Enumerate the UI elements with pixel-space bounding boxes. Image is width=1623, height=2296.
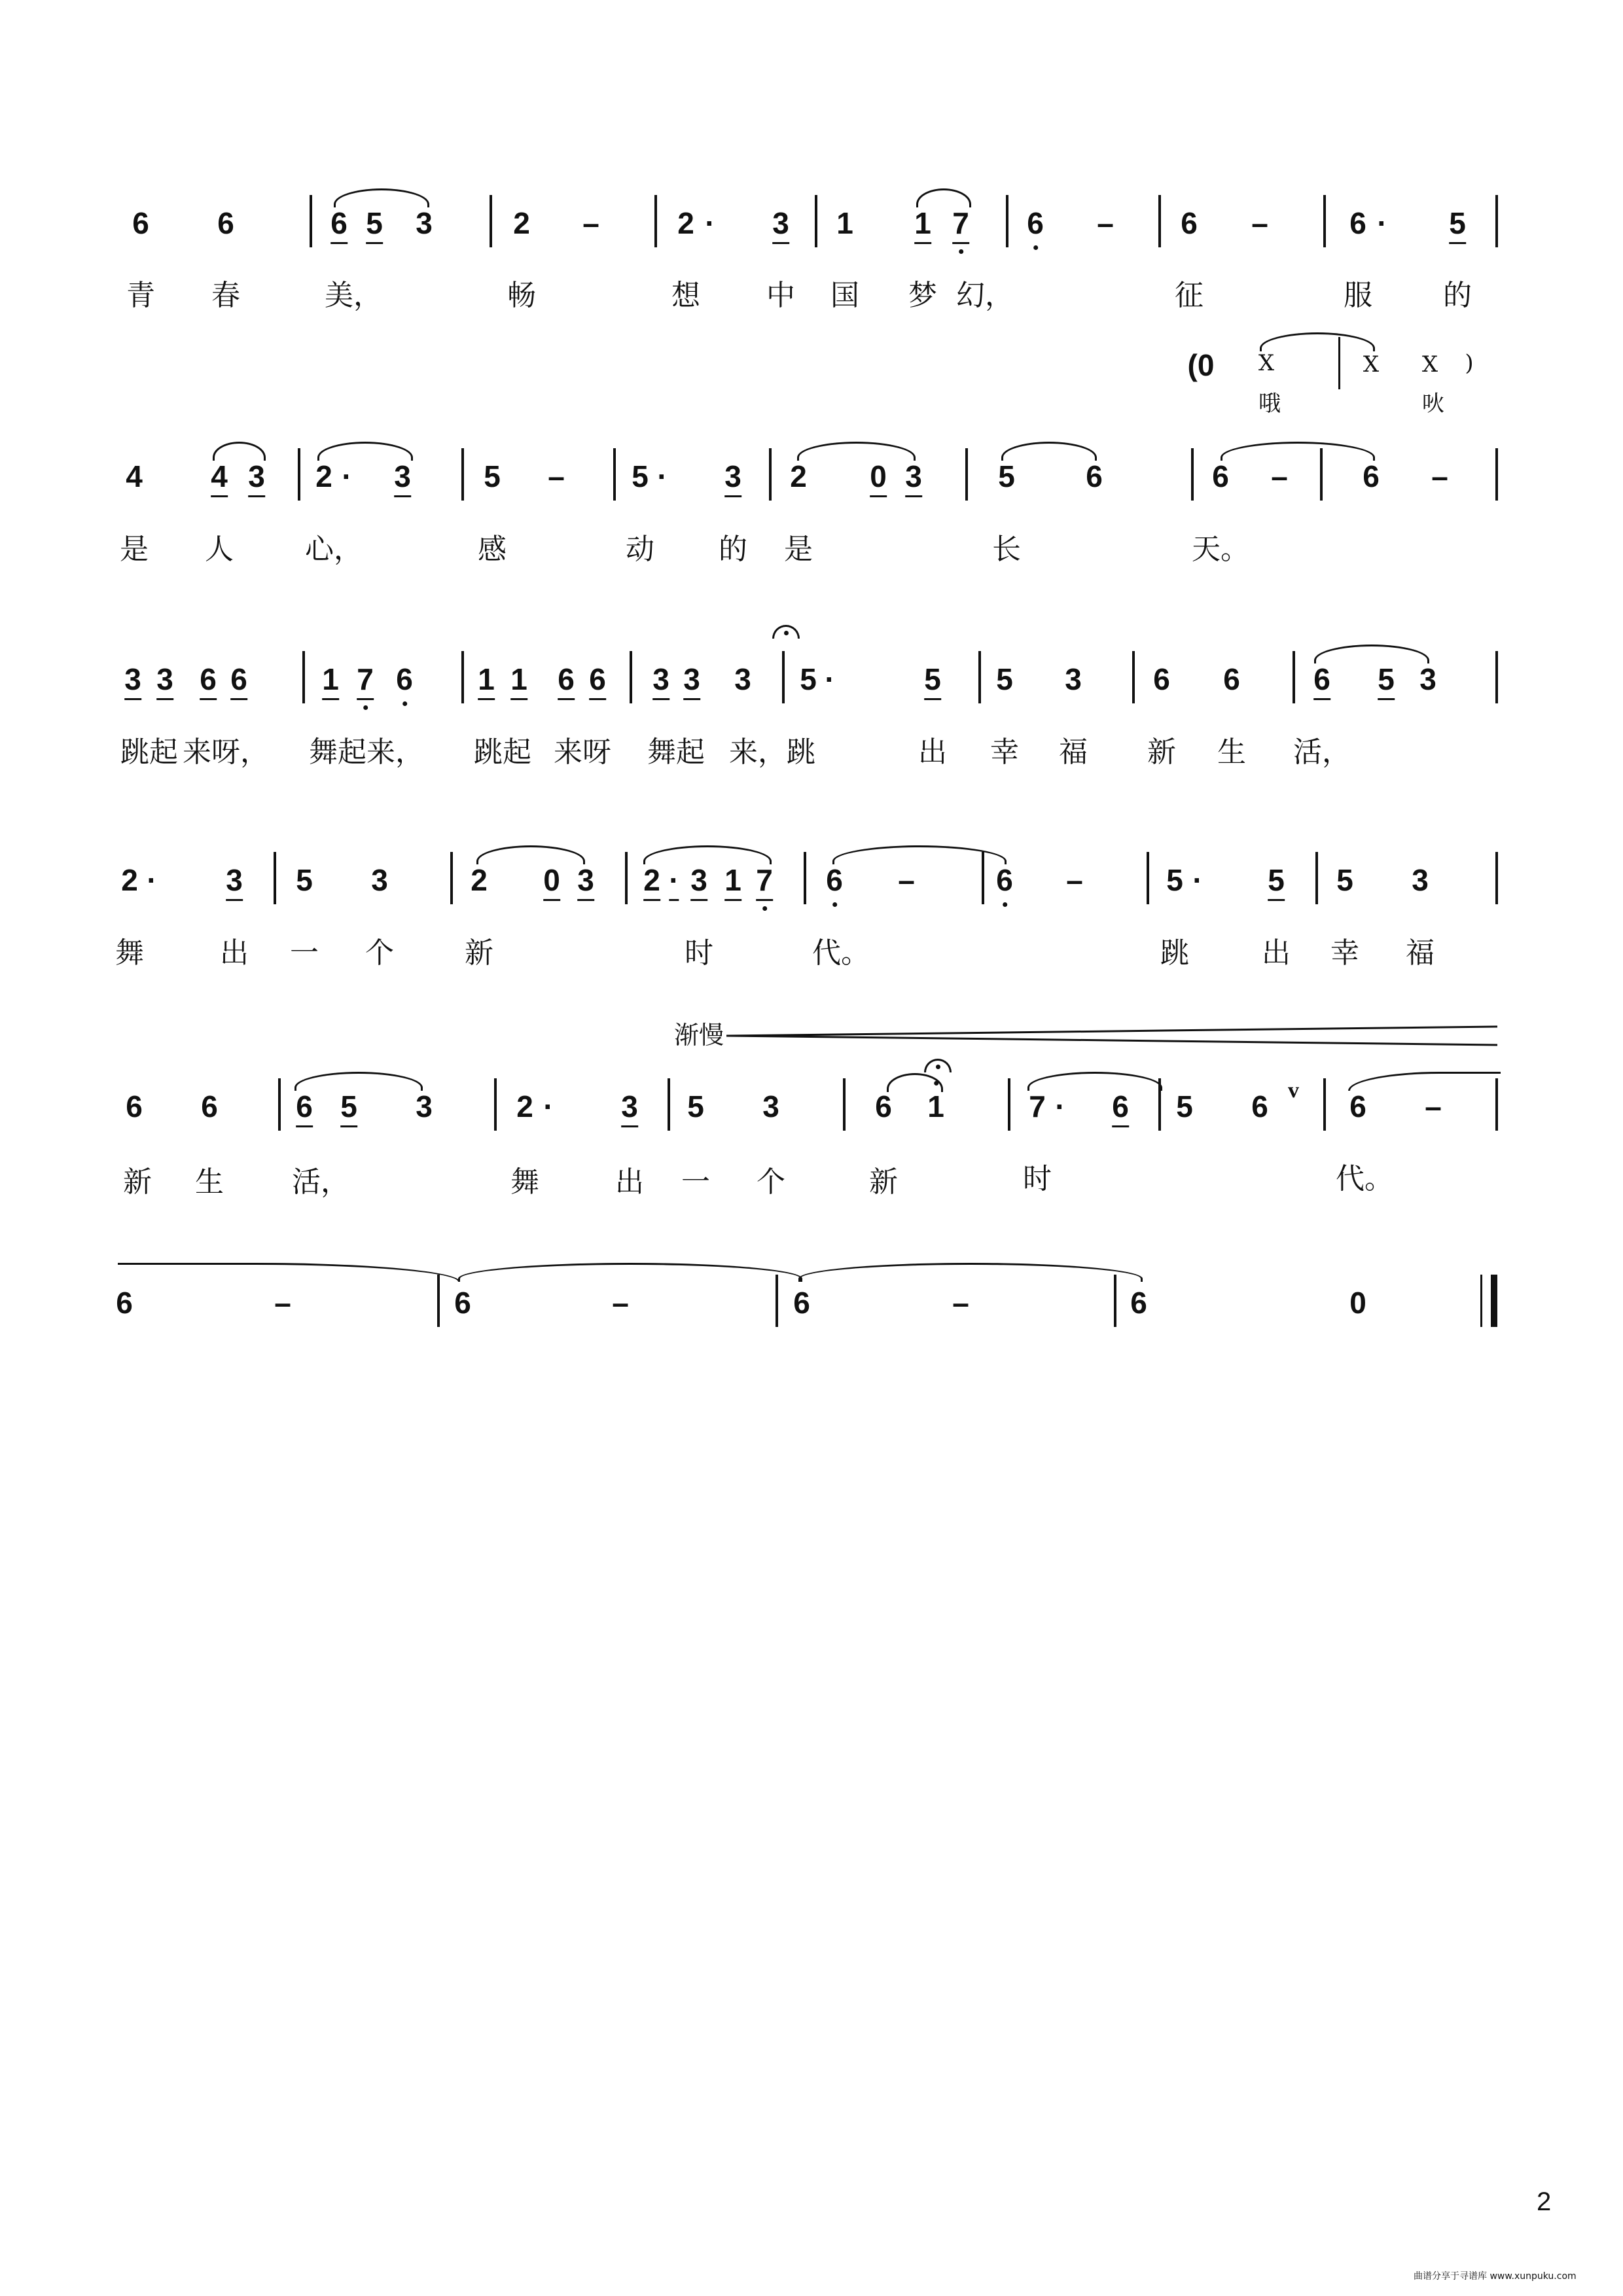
- barline: [978, 651, 981, 703]
- lyric: 美，: [325, 279, 382, 312]
- tie: [458, 1263, 802, 1282]
- note: 1: [914, 208, 931, 244]
- note: 5: [366, 208, 383, 244]
- slur: [334, 188, 429, 207]
- note: 3: [371, 863, 388, 897]
- footer-watermark: 曲谱分享于寻谱库 www.xunpuku.com: [1414, 2271, 1577, 2282]
- note: 0: [870, 461, 887, 497]
- note: 6: [126, 1089, 143, 1123]
- barline: [1158, 1078, 1161, 1131]
- lyric: 征: [1175, 279, 1204, 312]
- lyric: 舞: [510, 1165, 539, 1199]
- fermata-icon: [772, 625, 800, 639]
- lyric: 代。: [1336, 1162, 1393, 1195]
- note: 3: [226, 865, 243, 901]
- lyric: 一: [290, 936, 319, 970]
- note: 6: [230, 664, 247, 700]
- slur: [1348, 1072, 1501, 1091]
- aside-note: X: [1363, 351, 1380, 378]
- tie: [118, 1263, 460, 1282]
- note: 5: [340, 1091, 357, 1127]
- lyric: 春: [211, 279, 240, 312]
- lyric: 来，跳: [729, 735, 815, 769]
- lyric: 出: [615, 1165, 644, 1199]
- lyric: 活，: [292, 1165, 349, 1199]
- note: 3: [124, 664, 141, 700]
- dash: –: [1251, 206, 1268, 240]
- note: 2: [315, 459, 332, 493]
- lyric: 心，: [305, 533, 363, 566]
- barline: [630, 651, 632, 703]
- dash: –: [612, 1286, 629, 1320]
- lyric: 时: [685, 936, 713, 970]
- barline: [668, 1078, 670, 1131]
- dash: –: [1425, 1089, 1442, 1123]
- dash: –: [1097, 206, 1114, 240]
- dot: ·: [825, 662, 835, 696]
- note: 5: [1449, 208, 1466, 244]
- note: 1: [478, 664, 495, 700]
- barline: [1495, 448, 1498, 501]
- lyric: 跳起: [120, 735, 178, 769]
- lyric: 中: [766, 279, 795, 312]
- lyric: 个: [757, 1165, 785, 1199]
- note: 3: [724, 461, 741, 497]
- dot: ·: [705, 206, 715, 240]
- barline: [1006, 195, 1008, 247]
- barline: [437, 1275, 440, 1327]
- note: 3: [248, 461, 265, 497]
- note: 2: [677, 206, 694, 240]
- note: 6: [1363, 459, 1380, 493]
- note: 3: [621, 1091, 638, 1127]
- slur: [832, 845, 1007, 864]
- note: 4: [126, 459, 143, 493]
- lyric: 代。: [812, 936, 870, 970]
- lyric: 生: [195, 1165, 224, 1199]
- aside-lyric: 哦: [1258, 391, 1281, 417]
- barline: [1320, 448, 1323, 501]
- lyric: 时: [1023, 1162, 1052, 1195]
- aside-note: X: [1421, 351, 1438, 378]
- tie: [798, 1263, 1143, 1282]
- note: 3: [416, 206, 433, 240]
- lyric: 新: [123, 1165, 152, 1199]
- slur: [1260, 332, 1375, 351]
- lyric: 舞: [115, 936, 144, 970]
- barline: [1114, 1275, 1116, 1327]
- barline: [613, 448, 616, 501]
- note: 5: [1176, 1089, 1193, 1123]
- barline: [815, 195, 817, 247]
- barline: [494, 1078, 497, 1131]
- note: 6: [1181, 206, 1198, 240]
- note: 1: [927, 1089, 944, 1123]
- note: 7: [952, 208, 969, 244]
- lyric: 来呀: [554, 735, 611, 769]
- barline: [461, 448, 464, 501]
- lyric: 跳: [1160, 936, 1189, 970]
- note: 6: [1112, 1091, 1129, 1127]
- lyric: 出: [1262, 936, 1291, 970]
- slur: [797, 442, 916, 461]
- slur: [1027, 1072, 1162, 1091]
- note: 3: [394, 461, 411, 497]
- lyric: 动: [626, 533, 654, 566]
- breath-mark-icon: v: [1288, 1078, 1299, 1103]
- note: 2: [643, 865, 660, 901]
- slur: [1001, 442, 1097, 461]
- note: 3: [156, 664, 173, 700]
- barline: [1323, 195, 1326, 247]
- barline: [776, 1275, 778, 1327]
- note: 3: [652, 664, 669, 700]
- dash: –: [274, 1286, 291, 1320]
- barline: [1495, 1078, 1498, 1131]
- dash: –: [952, 1286, 969, 1320]
- barline: [625, 852, 628, 904]
- lyric: 畅: [507, 279, 536, 312]
- lyric: 出: [220, 936, 249, 970]
- lyric: 幻，: [956, 279, 1014, 312]
- barline: [490, 195, 492, 247]
- dash: –: [898, 863, 915, 897]
- slur: [294, 1072, 423, 1091]
- lyric: 活，: [1293, 735, 1351, 769]
- fermata-icon: [924, 1059, 952, 1072]
- slur: [317, 442, 413, 461]
- barline: [450, 852, 453, 904]
- barline: [1495, 651, 1498, 703]
- slur: [643, 845, 772, 864]
- note: 4: [211, 461, 228, 497]
- aside-note: X: [1258, 350, 1275, 376]
- diminuendo-hairpin-icon: [726, 1024, 1499, 1048]
- note: 5: [687, 1089, 704, 1123]
- lyric: 舞起: [647, 735, 705, 769]
- note: 3: [416, 1089, 433, 1123]
- note: 6: [589, 664, 606, 700]
- barline: [782, 651, 785, 703]
- barline: [1293, 651, 1295, 703]
- lyric: 感: [478, 533, 507, 566]
- final-barline-thick: [1491, 1275, 1497, 1327]
- slur: [916, 188, 971, 207]
- lyric: 是: [120, 533, 149, 566]
- barline: [1008, 1078, 1010, 1131]
- note: 5: [996, 662, 1013, 696]
- lyric: 国: [830, 279, 859, 312]
- dot: ·: [1377, 206, 1387, 240]
- note: 1: [724, 865, 741, 901]
- note: 6: [201, 1089, 218, 1123]
- lyric: 舞起来，: [309, 735, 424, 769]
- lyric: 幸: [990, 735, 1019, 769]
- barline: [302, 651, 305, 703]
- slur: [476, 845, 585, 864]
- dot: ·: [1192, 863, 1203, 897]
- rest: 0: [1349, 1286, 1366, 1320]
- lyric: 来呀，: [183, 735, 269, 769]
- dash: –: [582, 206, 599, 240]
- note: 2: [790, 459, 807, 493]
- note: 6: [1349, 1089, 1366, 1123]
- note: 6: [116, 1286, 133, 1320]
- dash: –: [548, 459, 565, 493]
- lyric: 福: [1059, 735, 1088, 769]
- note: 5: [484, 459, 501, 493]
- lyric: 天。: [1192, 533, 1249, 566]
- lyric: 生: [1217, 735, 1246, 769]
- dot: ·: [147, 863, 157, 897]
- note: 1: [322, 664, 339, 700]
- slur: [213, 442, 266, 461]
- note: 2: [513, 206, 530, 240]
- note: 6: [1313, 664, 1330, 700]
- note: 1: [836, 206, 853, 240]
- note: 5: [1166, 863, 1183, 897]
- dash: –: [1431, 459, 1448, 493]
- barline: [1158, 195, 1161, 247]
- lyric: 出: [918, 735, 947, 769]
- aside-note: (0: [1187, 348, 1215, 382]
- note: 7: [756, 865, 773, 901]
- barline: [310, 195, 312, 247]
- note: 3: [905, 461, 922, 497]
- note: 6: [396, 662, 413, 696]
- note: 6: [1027, 206, 1044, 240]
- barline: [274, 852, 276, 904]
- slur: [1314, 645, 1429, 663]
- note: 2: [516, 1089, 533, 1123]
- aside-lyric: 吙: [1422, 391, 1444, 417]
- note: 3: [1412, 863, 1429, 897]
- note: 6: [1130, 1286, 1147, 1320]
- note: 6: [1212, 459, 1229, 493]
- note: 5: [632, 459, 649, 493]
- barline: [278, 1078, 281, 1131]
- note: 3: [772, 208, 789, 244]
- note: 6: [296, 1091, 313, 1127]
- dot: ·: [669, 865, 679, 901]
- barline: [654, 195, 657, 247]
- barline: [1191, 448, 1194, 501]
- note: 6: [454, 1286, 471, 1320]
- lyric: 的: [719, 533, 747, 566]
- barline: [298, 448, 300, 501]
- note: 7: [357, 664, 374, 700]
- note: 6: [1349, 206, 1366, 240]
- note: 6: [558, 664, 575, 700]
- note: 3: [690, 865, 707, 901]
- lyric: 个: [365, 936, 394, 970]
- note: 6: [1223, 662, 1240, 696]
- lyric: 一: [681, 1165, 710, 1199]
- note: 5: [998, 459, 1015, 493]
- note: 3: [734, 662, 751, 696]
- lyric: 服: [1344, 279, 1372, 312]
- barline: [1147, 852, 1149, 904]
- barline: [1323, 1078, 1326, 1131]
- barline: [982, 852, 984, 904]
- final-barline-thin: [1480, 1275, 1482, 1327]
- note: 6: [1251, 1089, 1268, 1123]
- note: 5: [1378, 664, 1395, 700]
- lyric: 新: [869, 1165, 898, 1199]
- barline: [769, 448, 772, 501]
- note: 5: [1336, 863, 1353, 897]
- barline: [1338, 337, 1340, 389]
- note: 5: [924, 664, 941, 700]
- note: 6: [826, 863, 843, 897]
- note: 6: [875, 1089, 892, 1123]
- barline: [1132, 651, 1135, 703]
- dot: ·: [543, 1089, 554, 1123]
- note: 0: [543, 865, 560, 901]
- note: 5: [1268, 865, 1285, 901]
- note: 3: [1419, 662, 1436, 696]
- lyric: 长: [992, 533, 1021, 566]
- note: 7: [1029, 1089, 1046, 1123]
- note: 3: [577, 865, 594, 901]
- dash: –: [1066, 863, 1083, 897]
- dash: –: [1271, 459, 1288, 493]
- barline: [1495, 852, 1498, 904]
- lyric: 青: [126, 279, 155, 312]
- lyric: 幸: [1330, 936, 1359, 970]
- note: 6: [1086, 459, 1103, 493]
- lyric: 梦: [908, 279, 937, 312]
- note: 6: [200, 664, 217, 700]
- lyric: 人: [205, 533, 234, 566]
- note: 2: [121, 863, 138, 897]
- note: 6: [996, 863, 1013, 897]
- barline: [1495, 195, 1498, 247]
- barline: [461, 651, 464, 703]
- note: 2: [471, 863, 488, 897]
- barline: [843, 1078, 846, 1131]
- note: 5: [800, 662, 817, 696]
- note: 6: [132, 206, 149, 240]
- lyric: 是: [784, 533, 813, 566]
- note: 3: [1065, 662, 1082, 696]
- aside-note: ): [1465, 350, 1474, 376]
- lyric: 跳起: [474, 735, 531, 769]
- barline: [1315, 852, 1318, 904]
- lyric: 新: [1147, 735, 1176, 769]
- page-number: 2: [1537, 2187, 1552, 2216]
- note: 6: [330, 208, 348, 244]
- tempo-marking: 渐慢: [674, 1021, 724, 1050]
- note: 6: [793, 1286, 810, 1320]
- lyric: 的: [1443, 279, 1472, 312]
- note: 5: [296, 863, 313, 897]
- slur: [1221, 442, 1375, 461]
- barline: [965, 448, 968, 501]
- dot: ·: [657, 459, 668, 493]
- note: 1: [510, 664, 527, 700]
- note: 6: [1153, 662, 1170, 696]
- dot: ·: [342, 459, 352, 493]
- lyric: 福: [1406, 936, 1435, 970]
- dot: ·: [1055, 1089, 1065, 1123]
- note: 6: [217, 206, 234, 240]
- note: 3: [762, 1089, 779, 1123]
- lyric: 想: [671, 279, 700, 312]
- lyric: 新: [465, 936, 493, 970]
- barline: [804, 852, 806, 904]
- note: 3: [683, 664, 700, 700]
